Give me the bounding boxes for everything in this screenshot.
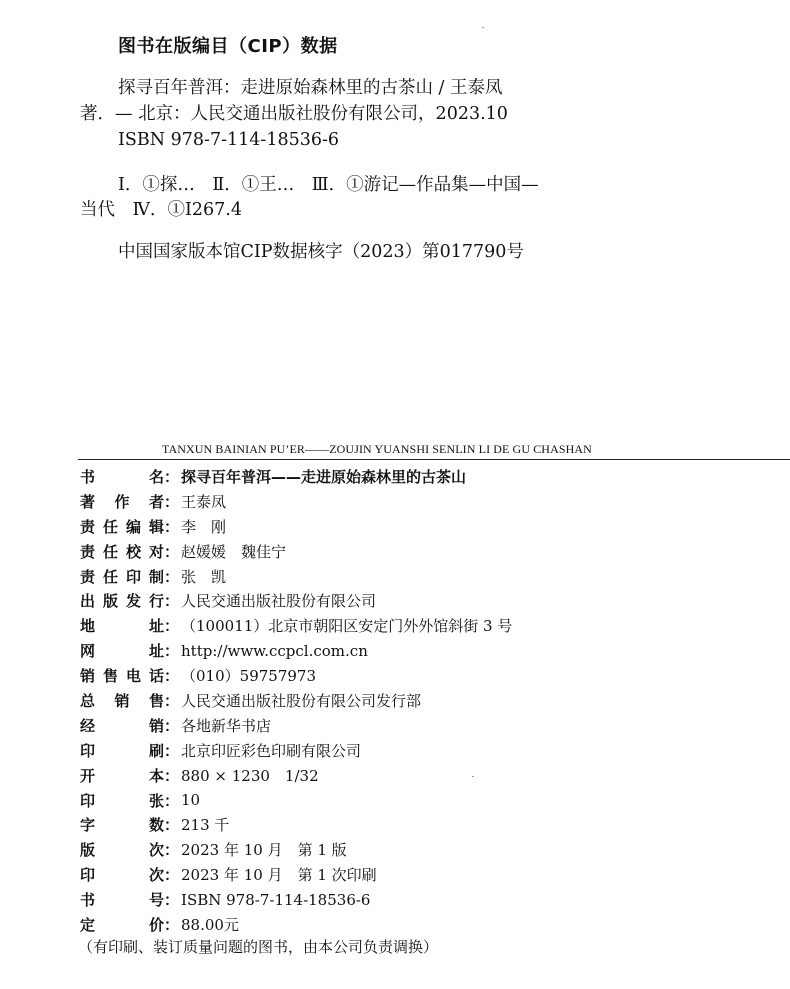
info-colon: ：	[164, 741, 180, 760]
scan-speck	[482, 27, 484, 28]
info-colon: ：	[164, 791, 180, 810]
info-label-char: 址	[148, 642, 164, 661]
info-label-char: 张	[148, 791, 164, 810]
info-label-char: 印	[80, 791, 96, 810]
info-label-char: 任	[102, 517, 118, 536]
info-value: 北京印匠彩色印刷有限公司	[181, 741, 362, 760]
info-label-char: 数	[148, 816, 164, 835]
info-value: 2023 年 10 月 第 1 版	[181, 841, 347, 860]
cip-title-line: 探寻百年普洱：走进原始森林里的古茶山 / 王泰凤	[118, 78, 503, 98]
info-label-char: 辑	[148, 517, 164, 536]
info-colon: ：	[164, 667, 180, 686]
info-label	[80, 690, 164, 711]
cip-classification-line-cont: 当代 Ⅳ．①I267.4	[80, 200, 242, 220]
info-label-char: 次	[148, 866, 164, 885]
info-row	[80, 588, 512, 613]
info-colon: ：	[164, 816, 180, 835]
info-colon: ：	[164, 592, 180, 611]
info-row	[80, 912, 512, 937]
divider-rule	[78, 459, 790, 460]
info-label-char: 次	[148, 841, 164, 860]
info-label	[80, 590, 164, 611]
info-value: 王泰凤	[181, 492, 227, 511]
info-label	[80, 491, 164, 512]
info-value: 人民交通出版社股份有限公司发行部	[181, 691, 422, 710]
info-colon: ：	[164, 567, 180, 586]
info-label	[80, 790, 164, 811]
info-label-char: 编	[125, 517, 141, 536]
info-value: 人民交通出版社股份有限公司	[181, 592, 377, 611]
info-label-char: 书	[80, 467, 96, 486]
info-label	[80, 466, 164, 487]
info-colon: ：	[164, 542, 180, 561]
info-label	[80, 715, 164, 736]
info-label-char: 书	[80, 891, 96, 910]
info-label-char: 责	[80, 517, 96, 536]
info-label	[80, 615, 164, 636]
info-label-char: 校	[125, 542, 141, 561]
info-label-char: 名	[148, 467, 164, 486]
book-title-pinyin: TANXUN BAINIAN PU’ER——ZOUJIN YUANSHI SENLIN LI DE GU CHASHAN	[162, 442, 592, 456]
info-label-char: 话	[148, 667, 164, 686]
info-label-char: 销	[80, 667, 96, 686]
info-colon: ：	[164, 866, 180, 885]
info-row	[80, 862, 512, 887]
info-label	[80, 640, 164, 661]
info-label-char: 经	[80, 716, 96, 735]
info-row	[80, 837, 512, 862]
info-label-char: 行	[148, 592, 164, 611]
info-label-char: 价	[148, 915, 164, 934]
info-label-char: 者	[148, 492, 164, 511]
info-colon: ：	[164, 915, 180, 934]
info-label-char: 电	[125, 667, 141, 686]
info-row	[80, 713, 512, 738]
info-colon: ：	[164, 716, 180, 735]
info-row	[80, 489, 512, 514]
info-label-char: 责	[80, 567, 96, 586]
info-row	[80, 514, 512, 539]
info-label-char: 址	[148, 617, 164, 636]
info-label-char: 销	[114, 691, 130, 710]
info-label-char: 售	[148, 691, 164, 710]
info-row	[80, 738, 512, 763]
info-value: ISBN 978-7-114-18536-6	[181, 890, 371, 909]
info-label-char: 任	[102, 542, 118, 561]
cip-publisher-line: 著．— 北京：人民交通出版社股份有限公司，2023.10	[80, 104, 508, 124]
info-colon: ：	[164, 841, 180, 860]
info-row	[80, 663, 512, 688]
info-row	[80, 539, 512, 564]
info-value: 213 千	[181, 816, 230, 835]
info-value: 探寻百年普洱——走进原始森林里的古茶山	[181, 467, 467, 486]
info-label-char: 著	[80, 492, 96, 511]
info-label	[80, 740, 164, 761]
info-label-char: 作	[114, 492, 130, 511]
info-colon: ：	[164, 891, 180, 910]
info-label-char: 字	[80, 816, 96, 835]
info-label-char: 开	[80, 766, 96, 785]
info-label-char: 网	[80, 642, 96, 661]
info-colon: ：	[164, 642, 180, 661]
info-label	[80, 889, 164, 910]
info-label-char: 号	[148, 891, 164, 910]
info-label-char: 印	[80, 741, 96, 760]
info-label	[80, 839, 164, 860]
info-label-char: 发	[125, 592, 141, 611]
info-label-char: 版	[102, 592, 118, 611]
info-label-char: 任	[102, 567, 118, 586]
info-colon: ：	[164, 467, 180, 486]
info-label	[80, 814, 164, 835]
cip-record-number: 中国国家版本馆CIP数据核字（2023）第017790号	[118, 242, 524, 262]
info-row	[80, 564, 512, 589]
info-row	[80, 788, 512, 813]
info-label	[80, 914, 164, 935]
info-value: 10	[181, 791, 201, 810]
cip-classification-line: Ⅰ．①探… Ⅱ．①王… Ⅲ．①游记—作品集—中国—	[118, 175, 539, 195]
info-label-char: 版	[80, 841, 96, 860]
info-value: 赵媛媛 魏佳宁	[181, 542, 287, 561]
info-label-char: 制	[148, 567, 164, 586]
info-colon: ：	[164, 766, 180, 785]
info-row	[80, 887, 512, 912]
info-colon: ：	[164, 617, 180, 636]
publication-info	[80, 464, 512, 937]
info-label-char: 地	[80, 617, 96, 636]
quality-note: （有印刷、装订质量问题的图书，由本公司负责调换）	[78, 938, 439, 956]
cip-isbn-line: ISBN 978-7-114-18536-6	[118, 130, 340, 150]
info-label	[80, 665, 164, 686]
info-label-char: 对	[148, 542, 164, 561]
info-row	[80, 812, 512, 837]
info-value: 各地新华书店	[181, 716, 272, 735]
info-value: （100011）北京市朝阳区安定门外外馆斜街 3 号	[181, 617, 513, 636]
info-colon: ：	[164, 517, 180, 536]
info-label	[80, 864, 164, 885]
info-value: http://www.ccpcl.com.cn	[181, 641, 368, 660]
info-row	[80, 638, 512, 663]
info-value: 880 × 1230 1/32	[181, 766, 319, 785]
info-value: 李 刚	[181, 517, 227, 536]
info-value: 88.00元	[181, 915, 239, 934]
info-label	[80, 516, 164, 537]
info-label-char: 售	[102, 667, 118, 686]
info-row	[80, 464, 512, 489]
info-label-char: 刷	[148, 741, 164, 760]
info-label-char: 总	[80, 691, 96, 710]
info-label-char: 印	[125, 567, 141, 586]
info-value: 2023 年 10 月 第 1 次印刷	[181, 866, 377, 885]
cip-heading: 图书在版编目（CIP）数据	[118, 36, 338, 57]
info-colon: ：	[164, 492, 180, 511]
info-value: 张 凯	[181, 567, 227, 586]
info-row	[80, 688, 512, 713]
info-label-char: 销	[148, 716, 164, 735]
info-colon: ：	[164, 691, 180, 710]
info-label-char: 印	[80, 866, 96, 885]
scan-speck	[472, 776, 474, 777]
info-label-char: 责	[80, 542, 96, 561]
info-label	[80, 541, 164, 562]
info-row	[80, 763, 512, 788]
info-label-char: 定	[80, 915, 96, 934]
info-label-char: 本	[148, 766, 164, 785]
info-row	[80, 613, 512, 638]
info-value: （010）59757973	[181, 667, 316, 686]
info-label	[80, 566, 164, 587]
info-label-char: 出	[80, 592, 96, 611]
info-label	[80, 765, 164, 786]
